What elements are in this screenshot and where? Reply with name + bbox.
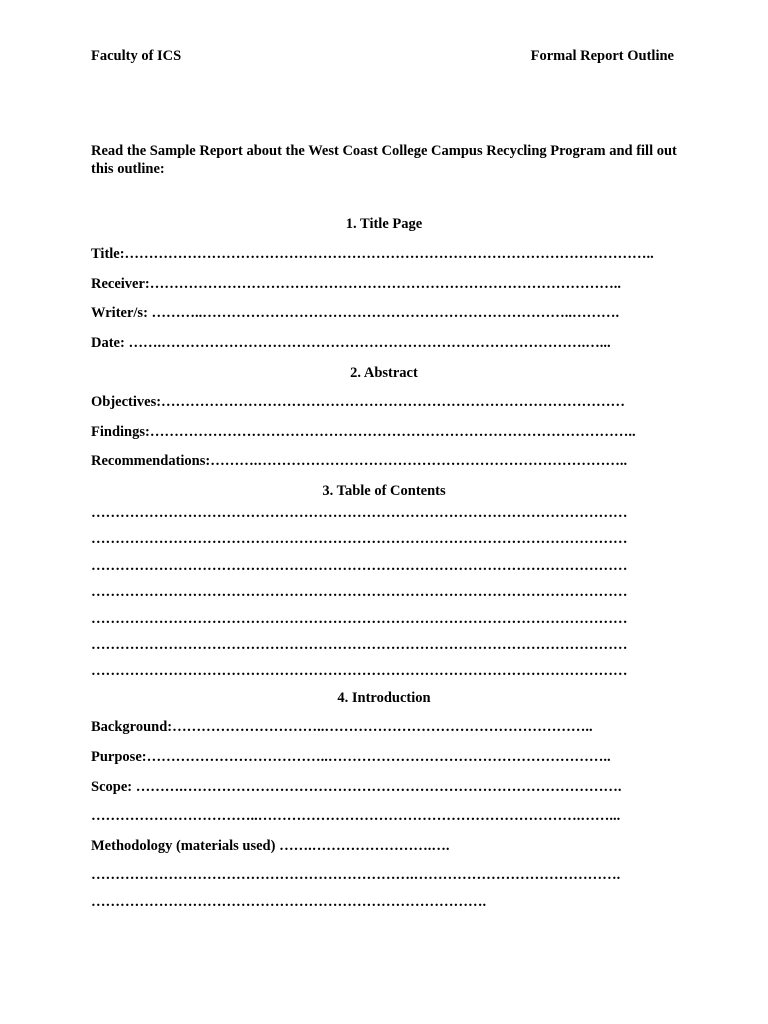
section-abstract-heading: 2. Abstract	[350, 365, 418, 381]
toc-line: …………………………………………………………………………………………………	[91, 663, 628, 679]
toc-line: …………………………………………………………………………………………………	[91, 584, 628, 600]
background-field: Background:…………………………..………………………………………………..	[91, 719, 593, 735]
recommendations-field: Recommendations:……….…………………………………………………………………..	[91, 453, 628, 469]
purpose-field: Purpose:………………………………..…………………………………………………..	[91, 749, 611, 765]
scope-continuation-line: ……………………………..………………………………………………………….……...	[91, 808, 621, 824]
section-introduction-heading: 4. Introduction	[337, 690, 431, 706]
methodology-line: ………………………………………………………….…………………………………….	[91, 867, 621, 883]
section-toc-heading: 3. Table of Contents	[322, 483, 446, 499]
toc-line: …………………………………………………………………………………………………	[91, 531, 628, 547]
date-field: Date: …….…………………………………………………………………………….…...	[91, 335, 611, 351]
header-document-type: Formal Report Outline	[530, 48, 674, 64]
section-title-page-heading: 1. Title Page	[345, 216, 423, 232]
methodology-field: Methodology (materials used) …….…………………….….	[91, 838, 450, 854]
instructions-paragraph: Read the Sample Report about the West Coast College Campus Recycling Program and fill out this outline:	[91, 143, 677, 177]
objectives-field: Objectives:……………………………………………………………………………………	[91, 394, 626, 410]
toc-line: …………………………………………………………………………………………………	[91, 505, 628, 521]
methodology-line: ……………………………………………………………………….	[91, 894, 487, 910]
title-field: Title:………………………………………………………………………………………………..	[91, 246, 654, 262]
toc-line: …………………………………………………………………………………………………	[91, 637, 628, 653]
findings-field: Findings:………………………………………………………………………………………..	[91, 424, 636, 440]
writers-field: Writer/s: ………..…………………………………………………………………..……….	[91, 305, 620, 321]
toc-line: …………………………………………………………………………………………………	[91, 611, 628, 627]
toc-line: …………………………………………………………………………………………………	[91, 558, 628, 574]
receiver-field: Receiver:……………………………………………………………………………………..	[91, 276, 622, 292]
header-faculty: Faculty of ICS	[91, 48, 182, 64]
scope-field: Scope: ……….……………………………………………………………………………….	[91, 779, 622, 795]
